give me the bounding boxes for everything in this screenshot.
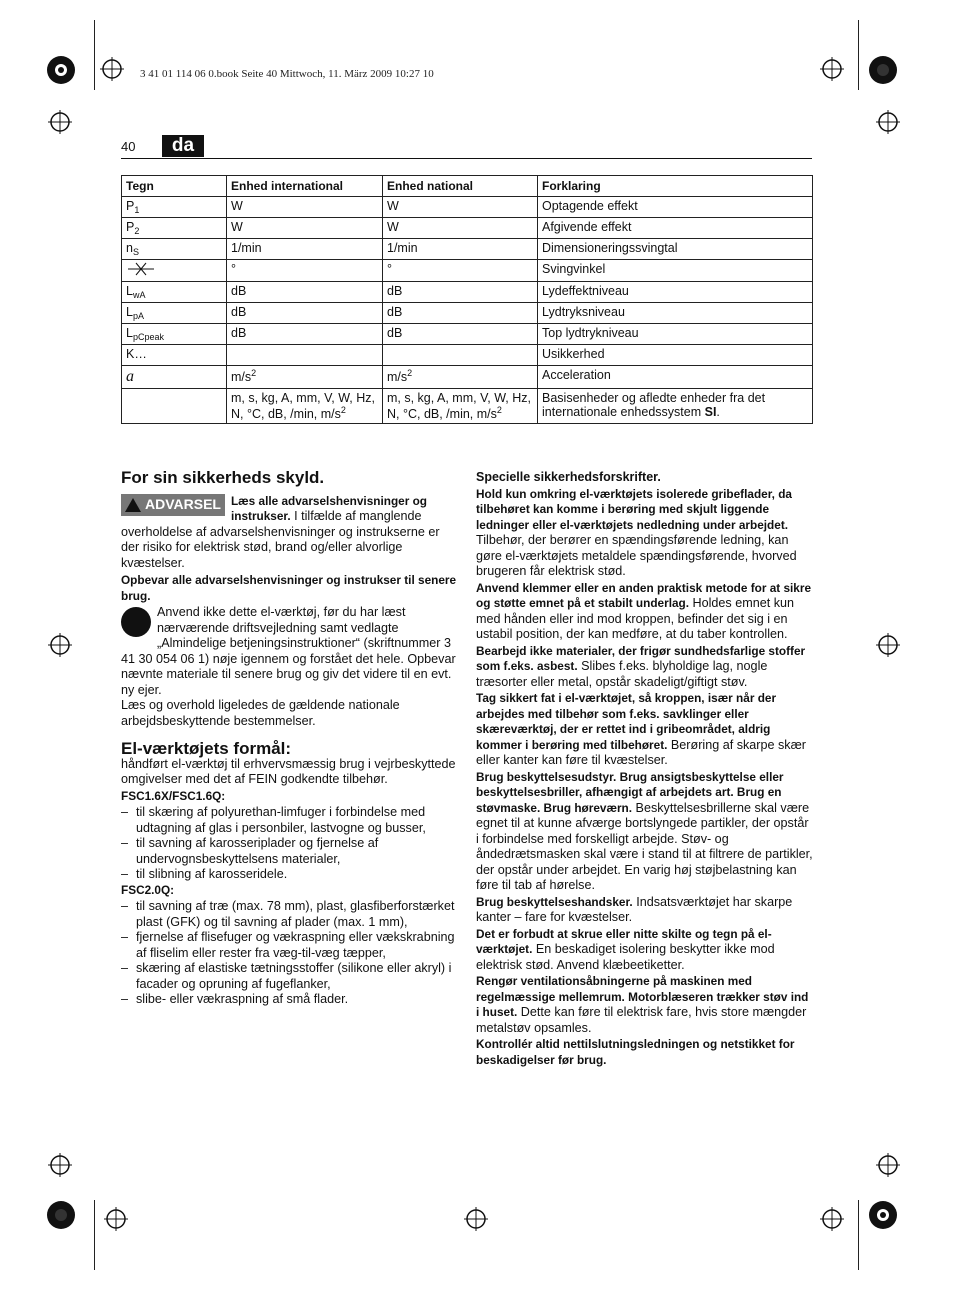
list-item: – slibe- eller vækraspning af små flader. <box>121 992 457 1008</box>
table-cell: 1/min <box>231 241 262 255</box>
rules-text: Læs og overhold ligeledes de gældende nationale arbejdsbeskyttende bestemmelser. <box>121 698 400 728</box>
crop-line <box>858 1200 859 1270</box>
crop-line <box>94 20 95 90</box>
crosshair-mark <box>876 1153 900 1177</box>
list-item: – til savning af træ (max. 78 mm), plast, glasfiberforstærket plast (GFK) og til savning af plader (max. 1 mm), <box>121 899 457 930</box>
table-cell: W <box>231 199 243 213</box>
table-row: a $m/s^2$ $m/s^2$ Acceleration <box>122 366 813 389</box>
crosshair-mark <box>104 1207 128 1231</box>
table-cell: Optagende effekt <box>542 199 638 213</box>
list-item: – til skæring af polyurethan-limfuger i forbindelse med udtagning af glas i personbiler, lastvogne og busser, <box>121 805 457 836</box>
purpose-list <box>121 899 457 1008</box>
table-cell: Dimensioneringssvingtal <box>542 241 678 255</box>
model-label: FSC2.0Q: <box>121 882 175 897</box>
table-row: K… Usikkerhed <box>122 345 813 366</box>
keep-instructions: Opbevar alle advarselshenvisninger og instrukser til senere brug. <box>121 573 457 603</box>
table-cell: ° <box>387 262 392 276</box>
page-header: 3 41 01 114 06 0.book Seite 40 Mittwoch, 11. März 2009 10:27 10 <box>140 68 434 80</box>
table-header: Enhed national <box>383 176 538 197</box>
read-manual-icon <box>121 607 151 637</box>
crosshair-mark <box>48 110 72 134</box>
list-item: – til savning af karosseriplader og fjernelse af undervognsbeskyttelsens materialer, <box>121 836 457 867</box>
table-cell: Acceleration <box>542 368 611 382</box>
language-badge: da <box>162 135 204 157</box>
safety-paragraph: Brug beskyttelseshandsker. Indsatsværktøjet har skarpe kanter – fare for kvæstelser. <box>476 894 793 924</box>
table-header: Tegn <box>122 176 227 197</box>
crosshair-mark <box>876 633 900 657</box>
table-cell: Top lydtrykniveau <box>542 326 639 340</box>
table-header-row <box>122 176 813 197</box>
table-cell: Lydtryksniveau <box>542 305 625 319</box>
crop-line <box>94 1200 95 1270</box>
list-item: – fjernelse af flisefuger og vækraspning eller vækskrabning af fliselim eller rester fra væg-til-væg tæpper, <box>121 930 457 961</box>
table-row: $L_{wA}$ dB dB Lydeffektniveau <box>122 282 813 303</box>
table-cell: m/s <box>231 370 252 384</box>
table-cell: dB <box>387 326 403 340</box>
table-cell: dB <box>231 284 247 298</box>
table-cell: Lydeffektniveau <box>542 284 629 298</box>
table-cell: W <box>387 220 399 234</box>
table-cell: Usikkerhed <box>542 347 605 361</box>
table-cell: W <box>231 220 243 234</box>
section-heading: For sin sikkerheds skyld. <box>121 468 325 487</box>
table-cell: dB <box>387 305 403 319</box>
swing-angle-icon <box>126 262 156 276</box>
table-cell: m, s, kg, A, mm, V, W, Hz, N, °C, dB, /min, m/s <box>231 391 376 421</box>
model-label: FSC1.6X/FSC1.6Q: <box>121 788 226 803</box>
safety-paragraph: Bearbejd ikke materialer, der frigør sundhedsfarlige stoffer som f.eks. asbest. Slibes f.eks. blyholdige lag, nogle træsorter eller metal, opstår skadeligt/giftigt støv. <box>476 643 806 689</box>
units-table <box>121 175 813 424</box>
table-row <box>122 260 813 282</box>
table-cell: dB <box>231 326 247 340</box>
table-row: $P_1$ W W Optagende effekt <box>122 197 813 218</box>
list-item: – skæring af elastiske tætningsstoffer (silikone eller akryl) i facader og opruning af fugeflanker, <box>121 961 457 992</box>
purpose-list <box>121 805 457 883</box>
registration-mark <box>46 55 76 85</box>
table-header: Forklaring <box>538 176 813 197</box>
page-number: 40 <box>121 139 136 154</box>
safety-paragraph: Hold kun omkring el-værktøjets isolerede gribeflader, da tilbehøret kan komme i berøring med skjult liggende ledninger eller el-værktøjets nedledning under arbejdet. Tilbehør, der berører en spændingsførende ledning, kan gøre el-værktøjets metaldele spændingsførende, hvorved brugeren får elektrisk stød. <box>476 486 797 578</box>
table-row: $L_{pCpeak}$ dB dB Top lydtrykniveau <box>122 324 813 345</box>
purpose-text: håndført el-værktøj til erhvervsmæssig brug i vejrbeskyttede omgivelser med det af FEIN godkendte tilbehør. <box>121 756 456 786</box>
table-cell: Afgivende effekt <box>542 220 632 234</box>
crosshair-mark <box>48 1153 72 1177</box>
registration-mark <box>868 55 898 85</box>
table-cell: m/s <box>387 370 408 384</box>
table-row: $n_S$ 1/min 1/min Dimensioneringssvingtal <box>122 239 813 260</box>
table-row: m, s, kg, A, mm, V, W, Hz, N, °C, dB, /min, $m/s^2$ m, s, kg, A, mm, V, W, Hz, N, °C, dB, /min, $m/s^2$ Basisenheder og afledte enheder fra det internationale enhedssystem SI. <box>122 389 813 424</box>
warning-text: I tilfælde af manglende overholdelse af advarselshenvisninger og instrukserne er der risiko for elektrisk stød, brand og/eller alvorlige kvæstelser. <box>121 509 440 570</box>
left-column <box>121 470 457 1008</box>
crosshair-mark <box>464 1207 488 1231</box>
safety-paragraph: Kontrollér altid nettilslutningsledningen og netstikket for beskadigelser før brug. <box>476 1037 795 1067</box>
list-item: – til slibning af karosseridele. <box>121 867 457 883</box>
crosshair-mark <box>876 110 900 134</box>
registration-mark <box>868 1200 898 1230</box>
table-cell: 1/min <box>387 241 418 255</box>
section-heading: El-værktøjets formål: <box>121 739 292 758</box>
table-cell: dB <box>387 284 403 298</box>
crosshair-mark <box>48 633 72 657</box>
table-row: $P_2$ W W Afgivende effekt <box>122 218 813 239</box>
crosshair-mark <box>820 1207 844 1231</box>
crop-line <box>858 20 859 90</box>
table-cell: dB <box>231 305 247 319</box>
safety-paragraph: Anvend klemmer eller en anden praktisk metode for at sikre og støtte emnet på et stabilt underlag. Holdes emnet kun med hånden eller ind mod kroppen, befinder det sig i en ustabil position, der kan medføre, at du taber kontrollen. <box>476 580 812 641</box>
warning-icon <box>125 498 141 512</box>
table-row: $L_{pA}$ dB dB Lydtryksniveau <box>122 303 813 324</box>
section-heading: Specielle sikkerhedsforskrifter. <box>476 470 661 484</box>
right-column <box>476 470 814 1069</box>
table-cell: W <box>387 199 399 213</box>
table-cell: Svingvinkel <box>542 262 606 276</box>
table-header: Enhed international <box>227 176 383 197</box>
crosshair-mark <box>100 57 124 81</box>
table-cell: m, s, kg, A, mm, V, W, Hz, N, °C, dB, /min, m/s <box>387 391 532 421</box>
registration-mark <box>46 1200 76 1230</box>
divider <box>121 158 812 159</box>
warning-badge: ADVARSEL <box>121 494 225 516</box>
table-cell: Basisenheder og afledte enheder fra det internationale enhedssystem <box>542 391 766 419</box>
safety-paragraph: Rengør ventilationsåbningerne på maskinen med regelmæssige mellemrum. Motorblæseren trækker støv ind i huset. Dette kan føre til elektrisk fare, hvis store mængder metalstøv opsamles. <box>476 974 809 1035</box>
safety-paragraph: Det er forbudt at skrue eller nitte skilte og tegn på el-værktøjet. En beskadiget isolering beskytter ikke mod elektrisk stød. Anvend klæbeetiketter. <box>476 926 775 972</box>
manual-text: Anvend ikke dette el-værktøj, før du har læst nærværende driftsvejledning samt vedlagte „Almindelige betjeningsinstruktioner“ (skriftnummer 3 41 30 054 06 1) nøje igennem og forstået det hele. Opbevar nævnte materiale til senere brug og giv det videre til en evt. ny ejer. <box>121 605 456 697</box>
table-cell: ° <box>231 262 236 276</box>
safety-paragraph: Tag sikkert fat i el-værktøjet, så kroppen, især når der arbejdes med tilbehør som f.eks. savklinger eller skæreværktøj, der er rettet ind i gribeområdet, aldrig kommer i berøring med tilbehøret. Berøring af skarpe skær eller kanter kan føre til kvæstelser. <box>476 691 806 767</box>
crosshair-mark <box>820 57 844 81</box>
safety-paragraph: Brug beskyttelsesudstyr. Brug ansigtsbeskyttelse eller beskyttelsesbriller, afhængigt af arbejdets art. Brug en støvmaske. Brug høreværn. Beskyttelsesbrillerne skal være egnet til at kunne afværge bortslyngede partikler, der opstår i forbindelse med forskelligt arbejde. Støv- og åndedrætsmasken skal være i stand til at filtrere de partikler, der opstår under arbejdet. En varig høj støjbelastning kan føre til tab af hørelse. <box>476 769 813 892</box>
warning-bold: Læs alle advarselshenvisninger og instrukser. <box>230 493 428 523</box>
